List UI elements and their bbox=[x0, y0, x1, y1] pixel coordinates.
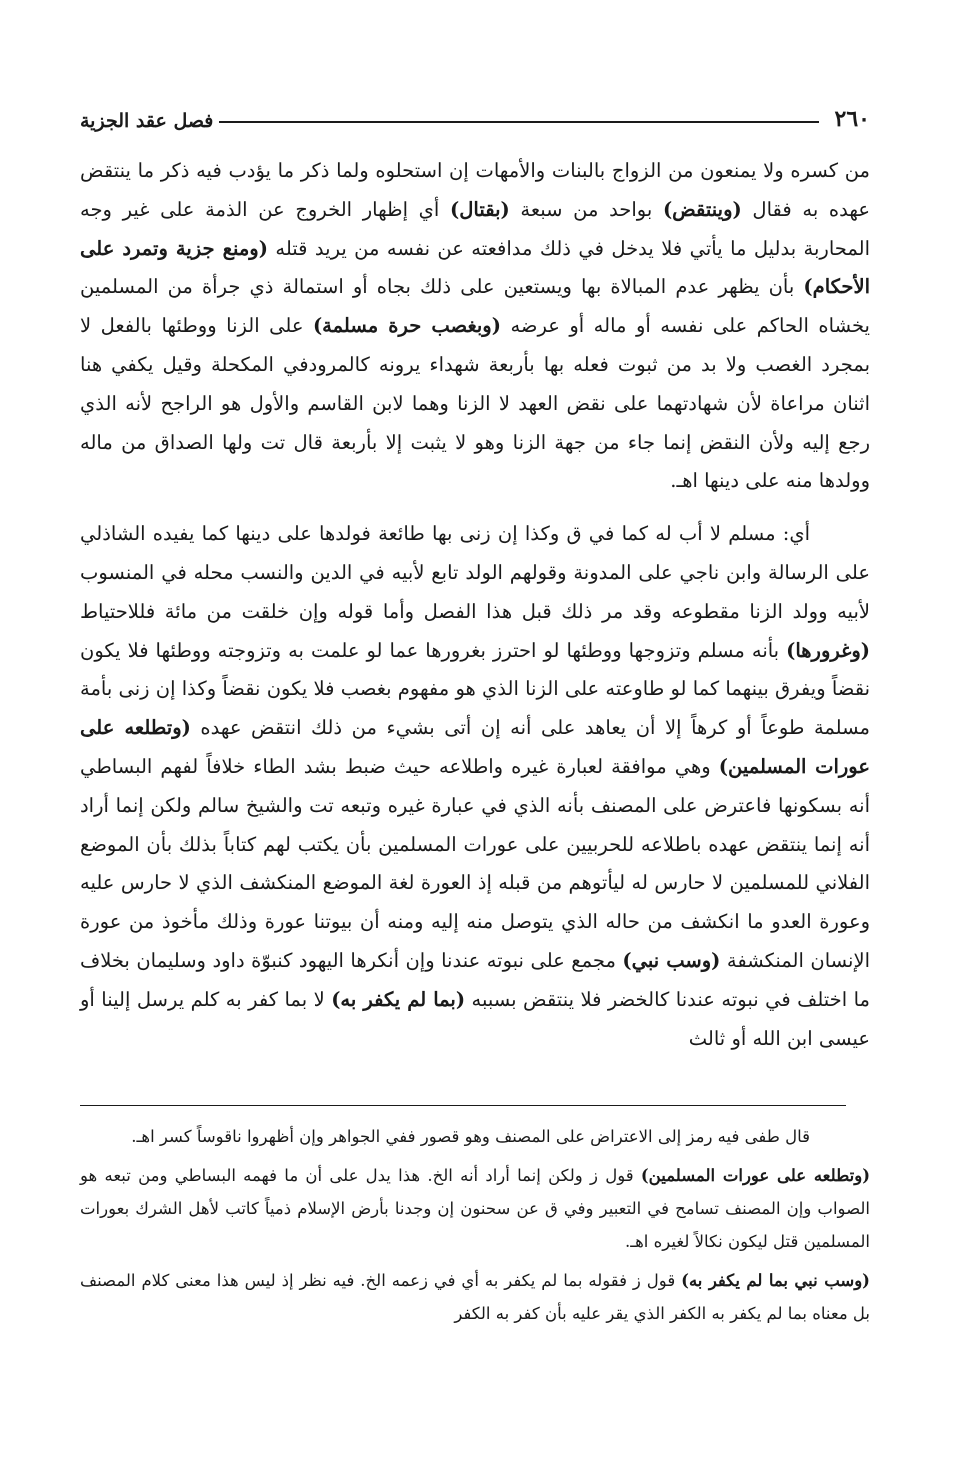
paragraph: من كسره ولا يمنعون من الزواج بالبنات والأمهات إن استحلوه ولما ذكر ما يؤدب فيه ذكر ما ينتقض عهده به فقال (وينتقض) بواحد من سبعة (بقتال) أي إظهار الخروج عن الذمة على غير وجه المحاربة بدليل ما يأتي فلا يدخل في ذلك مدافعته عن نفسه من يريد قتله (ومنع جزية وتمرد على الأحكام) بأن يظهر عدم المبالاة بها ويستعين على ذلك بجاه أو استمالة ذي جرأة من المسلمين يخشاه الحاكم على نفسه أو ماله أو عرضه (وبغصب حرة مسلمة) على الزنا ووطئها بالفعل لا بمجرد الغصب ولا بد من ثبوت فعله بها بأربعة شهداء يرونه كالمرودفي المكحلة وقيل يكفي هنا اثنان مراعاة لأن شهادتهما على نقض العهد لا الزنا وهما لابن القاسم والأول هو الراجح لأنه الذي رجع إليه ولأن النقض إنما جاء من جهة الزنا وهو لا يثبت إلا بأربعة قال تت ولها الصداق من ماله وولدها منه على دينها اهـ. bbox=[80, 159, 870, 493]
bold-quote: (وينتقض) bbox=[662, 197, 742, 221]
bold-quote: (وسب نبي بما لم يكفر به) bbox=[681, 1271, 870, 1290]
header-rule bbox=[219, 121, 818, 123]
bold-quote: (ومنع جزية وتمرد على الأحكام) bbox=[80, 236, 870, 299]
footnote: قال طفى فيه رمز إلى الاعتراض على المصنف وهو قصور ففي الجواهر وإن أظهروا ناقوساً كسر اهـ. bbox=[131, 1127, 810, 1146]
bold-quote: (وسب نبي) bbox=[622, 948, 721, 972]
bold-quote: (وتطلعه على عورات المسلمين) bbox=[640, 1166, 870, 1185]
footnote-separator bbox=[80, 1105, 846, 1106]
bold-quote: (وغرورها) bbox=[786, 638, 870, 662]
main-text bbox=[80, 152, 870, 1058]
footnotes bbox=[80, 1120, 870, 1336]
running-header bbox=[80, 92, 870, 132]
footnote: (وسب نبي بما لم يكفر به) قول ز فقوله بما لم يكفر به أي في زعمه الخ. فيه نظر إذ ليس هذا معنى كلام المصنف بل معناه بما لم يكفر به الكفر الذي يقر عليه بأن كفر به الكفر bbox=[80, 1271, 870, 1323]
footnote: (وتطلعه على عورات المسلمين) قول ز ولكن إنما أراد أنه الخ. هذا يدل على أن ما فهمه البساطي ومن تبعه هو الصواب وإن المصنف تسامح في التعبير وفي ق عن سحنون إن وجدنا بأرض الإسلام ذمياً كاتب لأهل الشرك بعورات المسلمين قتل ليكون نكالاً لغيره اهـ. bbox=[80, 1166, 870, 1251]
page-number: ٢٦٠ bbox=[834, 106, 870, 132]
bold-quote: (بما لم يكفر به) bbox=[331, 987, 466, 1011]
bold-quote: (وبغصب حرة مسلمة) bbox=[312, 314, 501, 338]
paragraph: أي: مسلم لا أب له كما في ق وكذا إن زنى بها طائعة فولدها على دينها كما يفيده الشاذلي على الرسالة وابن ناجي على المدونة وقولهم الولد تابع لأبيه في الدين والنسب محله في المنسوب لأبيه وولد الزنا مقطوعه وقد مر ذلك قبل هذا الفصل وأما قوله وإن خلقت من مائة فللاحتياط (وغرورها) بأنه مسلم وتزوجها ووطئها لو احترز بغرورها عما لو علمت به وتزوجته ووطئها فلا يكون نقضاً ويفرق بينهما كما لو طاوعته على الزنا الذي هو مفهوم بغصب فلا يكون نقضاً وكذا إن زنى بأمة مسلمة طوعاً أو كرهاً إلا أن يعاهد على أنه إن أتى بشيء من ذلك انتقض عهده (وتطلعه على عورات المسلمين) وهي موافقة لعبارة غيره واطلاعه حيث ضبط بشد الطاء خلافاً لفهم البساطي أنه بسكونها فاعترض على المصنف بأنه الذي في عبارة غيره وتبعه تت والشيخ سالم ولكن إنما أراد أنه إنما ينتقض عهده باطلاعه للحربيين على عورات المسلمين بأن يكتب لهم كتاباً بذلك بأن الموضع الفلاني للمسلمين لا حارس له ليأتوهم من قبله إذ العورة لغة الموضع المنكشف الذي لا حارس عليه وعورة العدو ما انكشف من حاله الذي يتوصل منه إليه ومنه أن بيوتنا عورة وذلك مأخوذ من عورة الإنسان المنكشفة (وسب نبي) مجمع على نبوته عندنا وإن أنكرها اليهود كنبوّة داود وسليمان بخلاف ما اختلف في نبوته عندنا كالخضر فلا ينتقض بسببه (بما لم يكفر به) لا بما كفر به كلم يرسل إلينا أو عيسى ابن الله أو ثالث bbox=[80, 522, 871, 1050]
chapter-title: فصل عقد الجزية bbox=[80, 110, 214, 132]
bold-quote: (وتطلعه على عورات المسلمين) bbox=[80, 716, 871, 778]
bold-quote: (بقتال) bbox=[449, 197, 510, 221]
book-page bbox=[80, 0, 870, 1482]
